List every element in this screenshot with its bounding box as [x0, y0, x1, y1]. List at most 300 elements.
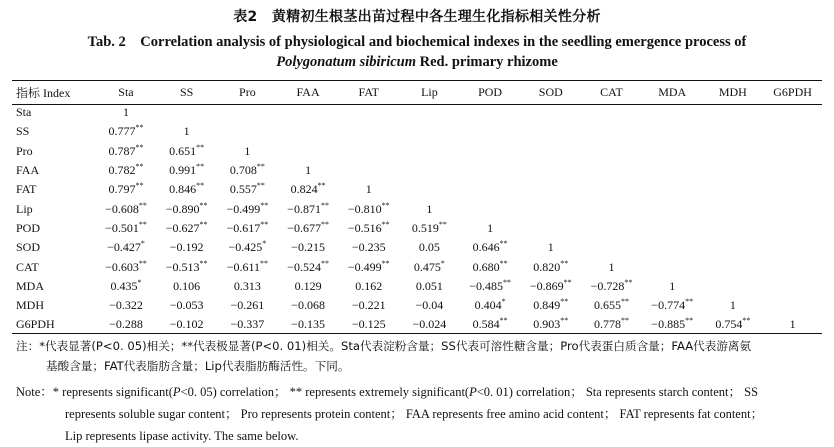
significance-mark: * — [262, 239, 267, 249]
cell-value: 0.708 — [229, 163, 257, 178]
note-en — [16, 381, 828, 447]
table-cell — [581, 161, 642, 180]
cell-value: −0.04 — [415, 298, 444, 313]
table-cell — [217, 296, 278, 315]
table-cell — [156, 296, 217, 315]
cell-value: 0.777 — [108, 124, 136, 139]
cell-value: 0.519 — [411, 220, 439, 235]
table-cell — [217, 277, 278, 296]
table-cell — [581, 315, 642, 334]
table-cell — [703, 257, 764, 276]
table-row — [12, 142, 822, 161]
significance-mark: ** — [199, 219, 208, 229]
table-cell — [217, 161, 278, 180]
table-cell — [763, 180, 822, 199]
table-cell — [278, 296, 339, 315]
significance-mark: ** — [260, 200, 269, 210]
header-sta: Sta — [118, 85, 134, 99]
cell-value: −0.125 — [351, 317, 386, 332]
significance-mark: ** — [199, 258, 208, 268]
significance-mark: ** — [685, 316, 694, 326]
cell-value: 0.782 — [108, 163, 136, 178]
table-cell — [763, 103, 822, 122]
table-cell — [96, 277, 157, 296]
table-cell — [642, 103, 703, 122]
table-cell — [703, 277, 764, 296]
table-cell — [338, 315, 399, 334]
table-cell — [642, 257, 703, 276]
table-cell — [642, 122, 703, 141]
table-cell — [96, 238, 157, 257]
table-cell — [399, 257, 460, 276]
cell-value: 0.404 — [474, 298, 502, 313]
cell-value: −0.774 — [651, 298, 686, 313]
table-row — [12, 296, 822, 315]
significance-mark: ** — [260, 219, 269, 229]
table-cell — [763, 296, 822, 315]
cell-value: −0.608 — [105, 201, 139, 216]
table-cell — [581, 296, 642, 315]
cell-value: 0.778 — [593, 317, 621, 332]
cell-value: 0.903 — [533, 317, 561, 332]
note-en-part: <0. 01) correlation； Sta represents starch content； SS — [476, 385, 759, 399]
table-cell — [460, 296, 521, 315]
cell-value: −0.501 — [105, 220, 139, 235]
header-ss: SS — [179, 85, 194, 99]
table-caption-en-line2 — [0, 54, 834, 71]
significance-mark: ** — [560, 316, 569, 326]
significance-mark: ** — [138, 200, 147, 210]
cell-value: −0.288 — [109, 317, 143, 332]
table-cell — [96, 142, 157, 161]
table-cell — [763, 142, 822, 161]
cell-value: −0.885 — [651, 317, 686, 332]
species-name: Polygonatum sibiricum — [276, 54, 417, 70]
note-en-line1 — [16, 381, 828, 403]
table-cell — [703, 315, 764, 334]
significance-mark: ** — [320, 258, 329, 268]
table-cell — [399, 180, 460, 199]
table-cell — [520, 161, 581, 180]
cell-value: 1 — [305, 163, 312, 178]
table-cell — [399, 103, 460, 122]
table-cell — [338, 296, 399, 315]
table-cell — [156, 238, 217, 257]
table-cell — [460, 180, 521, 199]
significance-mark: * — [440, 258, 445, 268]
header-index: 指标 Index — [16, 86, 71, 100]
table-cell — [96, 219, 157, 238]
table-cell — [520, 103, 581, 122]
table-cell — [520, 296, 581, 315]
row-label: MDH — [16, 298, 45, 313]
header-pro: Pro — [239, 85, 256, 99]
significance-mark: ** — [560, 258, 569, 268]
table-cell — [96, 180, 157, 199]
cell-value: −0.890 — [165, 201, 200, 216]
significance-mark: ** — [502, 277, 511, 287]
table-cell — [399, 122, 460, 141]
cell-value: −0.513 — [165, 259, 200, 274]
table-cell — [763, 315, 822, 334]
table-cell — [581, 142, 642, 161]
header-faa: FAA — [296, 85, 320, 99]
table-cell — [156, 161, 217, 180]
significance-mark: ** — [438, 219, 447, 229]
table-caption-zh: 表2 黄精初生根茎出苗过程中各生理生化指标相关性分析 — [233, 9, 601, 25]
row-label: SS — [16, 124, 30, 139]
table-cell — [338, 257, 399, 276]
significance-mark: * — [140, 239, 145, 249]
table-cell — [96, 103, 157, 122]
cell-value: −0.235 — [351, 240, 386, 255]
caption-rest: Red. primary rhizome — [416, 54, 558, 70]
table-cell — [520, 315, 581, 334]
table-cell — [156, 180, 217, 199]
table-cell — [338, 142, 399, 161]
table-cell — [217, 199, 278, 218]
table-cell — [763, 199, 822, 218]
table-row — [12, 122, 822, 141]
table-cell — [581, 238, 642, 257]
cell-value: −0.617 — [226, 220, 261, 235]
significance-mark: ** — [499, 239, 508, 249]
table-cell — [763, 122, 822, 141]
table-cell — [278, 199, 339, 218]
cell-value: 1 — [122, 105, 129, 120]
significance-mark: ** — [624, 277, 633, 287]
row-label: MDA — [16, 278, 45, 293]
table-cell — [278, 161, 339, 180]
table-cell — [156, 142, 217, 161]
note-en-part: <0. 05) correlation； ** represents extremely significant( — [180, 385, 470, 399]
cell-value: −0.677 — [287, 220, 321, 235]
table-cell — [581, 199, 642, 218]
cell-value: −0.427 — [107, 240, 141, 255]
table-cell — [399, 142, 460, 161]
correlation-table — [12, 82, 822, 335]
significance-mark: ** — [138, 219, 147, 229]
row-label: Lip — [16, 201, 33, 216]
table-cell — [460, 315, 521, 334]
cell-value: 0.051 — [415, 278, 443, 293]
cell-value: −0.024 — [412, 317, 447, 332]
cell-value: −0.135 — [291, 317, 325, 332]
table-cell — [338, 238, 399, 257]
cell-value: 0.849 — [533, 298, 561, 313]
table-cell — [581, 257, 642, 276]
cell-value: −0.499 — [347, 259, 382, 274]
table-cell — [581, 219, 642, 238]
table-cell — [399, 296, 460, 315]
table-cell — [217, 142, 278, 161]
cell-value: 0.129 — [294, 278, 322, 293]
cell-value: 0.435 — [110, 278, 138, 293]
header-cat: CAT — [600, 85, 623, 99]
cell-value: 0.05 — [418, 240, 440, 255]
cell-value: −0.261 — [230, 298, 265, 313]
significance-mark: ** — [135, 142, 144, 152]
table-cell — [642, 199, 703, 218]
cell-value: −0.053 — [169, 298, 204, 313]
cell-value: 1 — [729, 298, 736, 313]
table-cell — [703, 103, 764, 122]
significance-mark: ** — [381, 219, 390, 229]
cell-value: 0.646 — [472, 240, 500, 255]
note-zh-line2: 基酸含量；FAT代表脂肪含量；Lip代表脂肪酶活性。下同。 — [46, 359, 350, 373]
table-row — [12, 277, 822, 296]
table-cell — [460, 161, 521, 180]
cell-value: −0.322 — [109, 298, 143, 313]
table-cell — [278, 257, 339, 276]
note-en-part: Note：* represents significant( — [16, 385, 173, 399]
header-mdh: MDH — [718, 85, 747, 99]
table-cell — [642, 161, 703, 180]
cell-value: 0.651 — [169, 143, 197, 158]
table-cell — [460, 238, 521, 257]
table-cell — [520, 238, 581, 257]
table-cell — [520, 277, 581, 296]
cell-value: −0.869 — [529, 278, 564, 293]
table-cell — [520, 199, 581, 218]
cell-value: −0.871 — [287, 201, 321, 216]
note-en-p: P — [172, 385, 181, 399]
table-cell — [399, 199, 460, 218]
table-cell — [581, 122, 642, 141]
table-cell — [338, 219, 399, 238]
significance-mark: ** — [196, 142, 205, 152]
cell-value: 0.754 — [715, 317, 743, 332]
table-cell — [520, 180, 581, 199]
table-cell — [520, 122, 581, 141]
header-mda: MDA — [658, 85, 687, 99]
cell-value: 1 — [669, 278, 676, 293]
table-cell — [460, 277, 521, 296]
table-cell — [703, 122, 764, 141]
row-label: G6PDH — [16, 317, 55, 332]
significance-mark: ** — [499, 316, 508, 326]
table-cell — [96, 122, 157, 141]
table-cell — [763, 257, 822, 276]
cell-value: −0.337 — [230, 317, 265, 332]
table-row — [12, 180, 822, 199]
table-cell — [460, 142, 521, 161]
significance-mark: ** — [256, 181, 265, 191]
table-cell — [642, 238, 703, 257]
cell-value: −0.215 — [291, 240, 325, 255]
significance-mark: ** — [620, 297, 629, 307]
header-fat: FAT — [358, 85, 379, 99]
cell-value: −0.102 — [169, 317, 204, 332]
table-cell — [217, 238, 278, 257]
table-cell — [338, 161, 399, 180]
significance-mark: * — [501, 297, 506, 307]
significance-mark: ** — [256, 162, 265, 172]
table-cell — [703, 199, 764, 218]
table-cell — [642, 142, 703, 161]
table-cell — [96, 161, 157, 180]
cell-value: 1 — [789, 317, 796, 332]
table-cell — [96, 296, 157, 315]
cell-value: 0.797 — [108, 182, 136, 197]
cell-value: 0.655 — [593, 298, 621, 313]
significance-mark: ** — [381, 258, 390, 268]
table-cell — [642, 277, 703, 296]
table-cell — [96, 257, 157, 276]
table-cell — [581, 277, 642, 296]
table-cell — [338, 199, 399, 218]
table-cell — [156, 103, 217, 122]
cell-value: −0.485 — [469, 278, 503, 293]
cell-value: 0.313 — [233, 278, 261, 293]
cell-value: 1 — [183, 124, 190, 139]
table-cell — [642, 219, 703, 238]
table-cell — [217, 122, 278, 141]
significance-mark: ** — [196, 162, 205, 172]
header-lip: Lip — [421, 85, 438, 99]
cell-value: −0.068 — [291, 298, 325, 313]
table-cell — [399, 161, 460, 180]
table-cell — [338, 122, 399, 141]
table-row — [12, 257, 822, 276]
table-cell — [96, 199, 157, 218]
cell-value: 0.824 — [290, 182, 318, 197]
significance-mark: ** — [742, 316, 751, 326]
row-label: POD — [16, 220, 41, 235]
table-cell — [217, 219, 278, 238]
significance-mark: ** — [135, 162, 144, 172]
table-cell — [460, 219, 521, 238]
row-label: FAT — [16, 182, 37, 197]
table-header-row — [12, 82, 822, 103]
table-cell — [703, 238, 764, 257]
table-cell — [703, 180, 764, 199]
table-cell — [763, 219, 822, 238]
cell-value: 1 — [365, 182, 372, 197]
cell-value: 0.106 — [173, 278, 201, 293]
table-cell — [642, 180, 703, 199]
table-cell — [156, 277, 217, 296]
header-pod: POD — [478, 85, 503, 99]
cell-value: 0.991 — [169, 163, 197, 178]
table-cell — [581, 180, 642, 199]
cell-value: −0.627 — [165, 220, 200, 235]
cell-value: 1 — [426, 201, 433, 216]
cell-value: −0.192 — [169, 240, 204, 255]
row-label: SOD — [16, 240, 41, 255]
significance-mark: ** — [685, 297, 694, 307]
table-cell — [278, 277, 339, 296]
cell-value: 0.787 — [108, 143, 136, 158]
table-cell — [399, 315, 460, 334]
header-g6pdh: G6PDH — [773, 85, 812, 99]
table-cell — [217, 180, 278, 199]
table-row — [12, 238, 822, 257]
table-cell — [520, 142, 581, 161]
table-cell — [520, 219, 581, 238]
table-cell — [156, 122, 217, 141]
significance-mark: ** — [320, 200, 329, 210]
note-en-p: P — [469, 385, 477, 399]
cell-value: −0.221 — [351, 298, 386, 313]
table-cell — [278, 142, 339, 161]
cell-value: 0.584 — [472, 317, 500, 332]
table-cell — [460, 122, 521, 141]
table-cell — [217, 103, 278, 122]
table-row — [12, 199, 822, 218]
cell-value: 0.475 — [413, 259, 441, 274]
table-cell — [703, 142, 764, 161]
table-cell — [763, 238, 822, 257]
cell-value: −0.810 — [347, 201, 382, 216]
cell-value: 1 — [547, 240, 554, 255]
table-cell — [460, 199, 521, 218]
table-row — [12, 315, 822, 334]
table-cell — [703, 296, 764, 315]
table-cell — [642, 296, 703, 315]
table-cell — [278, 122, 339, 141]
significance-mark: ** — [138, 258, 147, 268]
table-cell — [642, 315, 703, 334]
table-cell — [399, 277, 460, 296]
table-cell — [460, 257, 521, 276]
significance-mark: ** — [135, 123, 144, 133]
significance-mark: ** — [563, 277, 572, 287]
significance-mark: ** — [260, 258, 269, 268]
significance-mark: ** — [199, 200, 208, 210]
table-cell — [763, 277, 822, 296]
significance-mark: ** — [560, 297, 569, 307]
cell-value: 1 — [487, 220, 494, 235]
table-cell — [460, 103, 521, 122]
table-cell — [338, 103, 399, 122]
row-label: Pro — [16, 143, 33, 158]
table-cell — [156, 315, 217, 334]
table-cell — [278, 180, 339, 199]
cell-value: 0.557 — [229, 182, 257, 197]
table-cell — [278, 238, 339, 257]
table-body — [12, 103, 822, 335]
table-cell — [520, 257, 581, 276]
significance-mark: ** — [196, 181, 205, 191]
cell-value: −0.611 — [226, 259, 261, 274]
row-label: FAA — [16, 163, 40, 178]
table-cell — [96, 315, 157, 334]
cell-value: 0.162 — [355, 278, 383, 293]
note-zh-line1: 注：*代表显著(P<0. 05)相关；**代表极显著(P<0. 01)相关。Sta代表淀粉含量；SS代表可溶性糖含量；Pro代表蛋白质含量；FAA代表游离氨 — [16, 339, 752, 353]
table-cell — [763, 161, 822, 180]
cell-value: −0.425 — [228, 240, 263, 255]
cell-value: 1 — [608, 259, 615, 274]
significance-mark: ** — [135, 181, 144, 191]
table-cell — [156, 219, 217, 238]
table-cell — [156, 257, 217, 276]
cell-value: −0.524 — [287, 259, 321, 274]
table-cell — [217, 257, 278, 276]
cell-value: −0.603 — [105, 259, 139, 274]
table-cell — [338, 180, 399, 199]
significance-mark: ** — [620, 316, 629, 326]
row-label: CAT — [16, 259, 39, 274]
header-sod: SOD — [538, 85, 563, 99]
table-row — [12, 103, 822, 122]
significance-mark: ** — [381, 200, 390, 210]
significance-mark: ** — [320, 219, 329, 229]
table-cell — [703, 219, 764, 238]
table-cell — [703, 161, 764, 180]
cell-value: −0.728 — [590, 278, 625, 293]
table-cell — [338, 277, 399, 296]
